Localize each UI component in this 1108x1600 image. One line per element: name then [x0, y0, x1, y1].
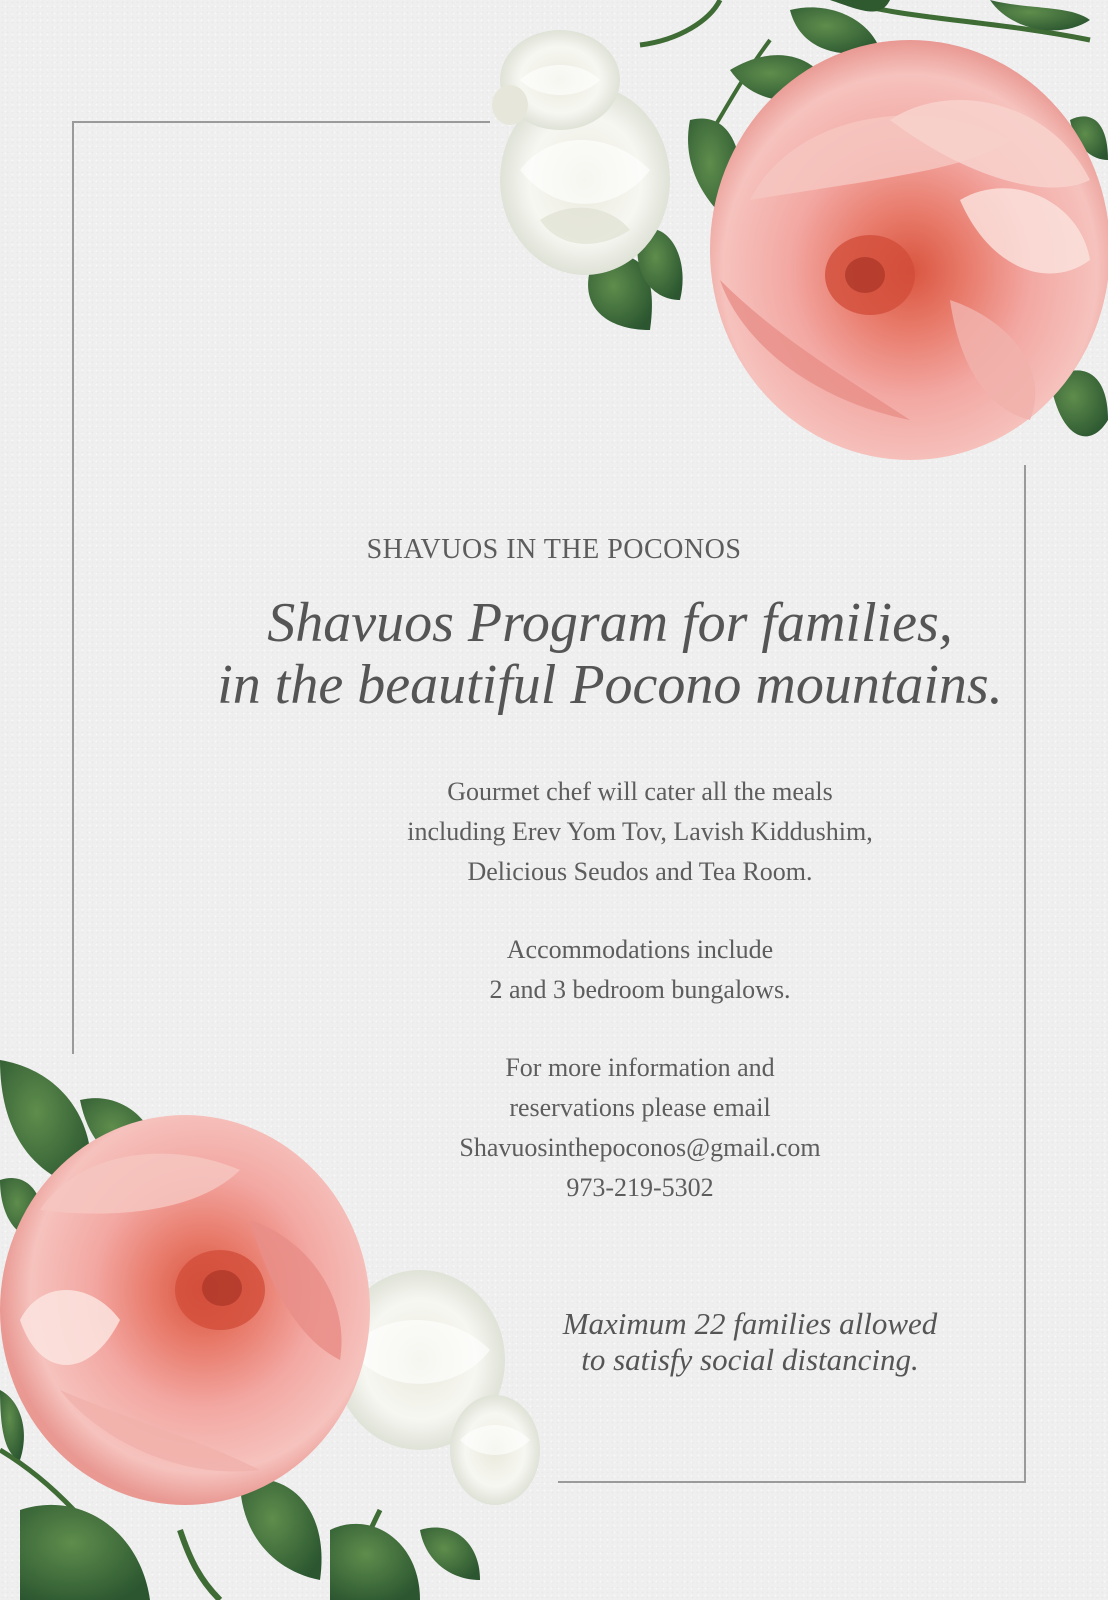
contact-line-1: For more information and	[505, 1053, 775, 1082]
event-kicker	[0, 534, 1108, 566]
contact-phone: 973-219-5302	[566, 1173, 714, 1202]
capacity-note	[500, 1306, 1000, 1378]
event-headline	[120, 592, 1100, 716]
kicker-text: SHAVUOS IN THE POCONOS	[366, 534, 742, 565]
headline-line-1: Shavuos Program for families,	[267, 592, 953, 654]
contact-paragraph	[340, 1048, 940, 1208]
capacity-note-line-2: to satisfy social distancing.	[581, 1342, 919, 1377]
meals-line-2: including Erev Yom Tov, Lavish Kiddushim,	[407, 817, 873, 846]
accommodations-paragraph	[340, 930, 940, 1010]
meals-line-3: Delicious Seudos and Tea Room.	[467, 857, 813, 886]
contact-email: Shavuosinthepoconos@gmail.com	[459, 1133, 821, 1162]
frame-bottom-line	[558, 1481, 1026, 1483]
frame-left-line	[72, 121, 74, 1054]
accommodations-line-2: 2 and 3 bedroom bungalows.	[489, 975, 791, 1004]
roses-top-right-illustration	[490, 0, 1108, 470]
accommodations-line-1: Accommodations include	[506, 935, 774, 964]
headline-line-2: in the beautiful Pocono mountains.	[217, 654, 1003, 716]
meals-paragraph	[340, 772, 940, 892]
meals-line-1: Gourmet chef will cater all the meals	[447, 777, 833, 806]
capacity-note-line-1: Maximum 22 families allowed	[562, 1306, 938, 1341]
frame-top-line	[72, 121, 490, 123]
contact-line-2: reservations please email	[509, 1093, 771, 1122]
